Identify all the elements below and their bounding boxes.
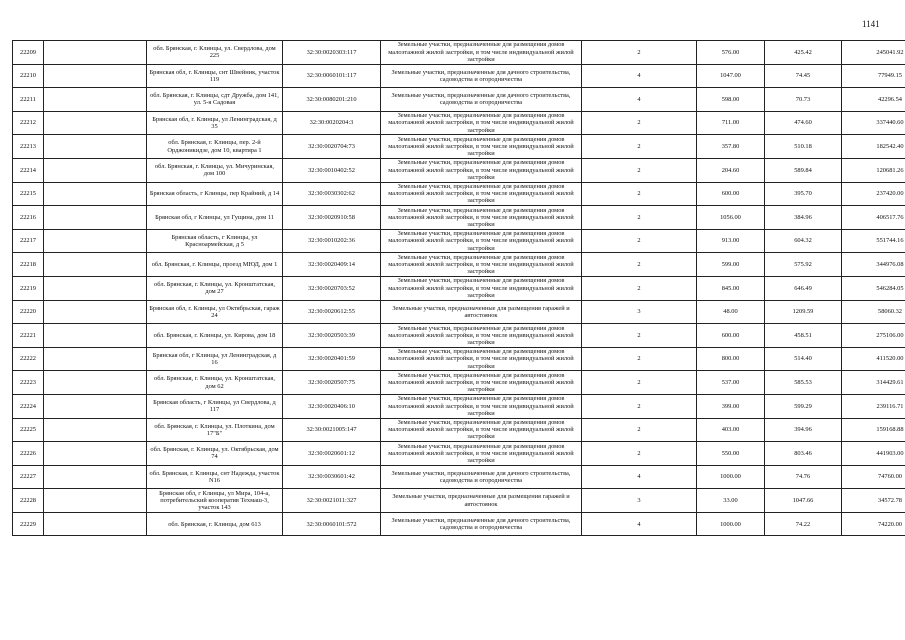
cadastral-number-cell: 32:30:0020704:73 <box>283 135 381 159</box>
address-cell: обл. Брянская, г. Клинцы, ул. Мичуринская, дом 100 <box>147 158 283 182</box>
cadastral-number-cell: 32:30:0020204:3 <box>283 111 381 135</box>
land-use-cell: Земельные участки, предназначенные для дачного строительства, садоводства и огородничества <box>381 64 582 88</box>
address-cell: обл. Брянская, г. Клинцы, ул. Свердлова, дом 225 <box>147 41 283 65</box>
area-cell: 537.00 <box>697 371 765 395</box>
row-number: 22224 <box>13 394 44 418</box>
group-cell: 3 <box>582 300 697 324</box>
group-cell: 2 <box>582 418 697 442</box>
table-row <box>13 135 905 159</box>
cadastral-number-cell: 32:30:0010402:52 <box>283 158 381 182</box>
blank-cell <box>44 229 147 253</box>
row-number: 22213 <box>13 135 44 159</box>
row-number: 22225 <box>13 418 44 442</box>
land-use-cell: Земельные участки, предназначенные для размещения домов малоэтажной жилой застройки, в том числе индивидуальной жилой застройки <box>381 371 582 395</box>
address-cell: Брянская обл, г. Клинцы, ул Октябрьская, гараж 24 <box>147 300 283 324</box>
unit-value-cell: 1209.59 <box>765 300 842 324</box>
area-cell: 576.00 <box>697 41 765 65</box>
cadastral-number-cell: 32:30:0020910:58 <box>283 206 381 230</box>
land-use-cell: Земельные участки, предназначенные для размещения домов малоэтажной жилой застройки, в том числе индивидуальной жилой застройки <box>381 418 582 442</box>
cadastral-value-cell: 120681.26 <box>842 158 905 182</box>
unit-value-cell: 384.96 <box>765 206 842 230</box>
blank-cell <box>44 182 147 206</box>
cadastral-number-cell: 32:30:0020507:75 <box>283 371 381 395</box>
table-row <box>13 276 905 300</box>
unit-value-cell: 1047.66 <box>765 489 842 513</box>
cadastral-value-cell: 551744.16 <box>842 229 905 253</box>
cadastral-value-cell: 42296.54 <box>842 88 905 112</box>
blank-cell <box>44 300 147 324</box>
unit-value-cell: 74.76 <box>765 465 842 489</box>
blank-cell <box>44 512 147 536</box>
group-cell: 2 <box>582 324 697 348</box>
address-cell: Брянская обл, г Клинцы, ул Гущина, дом 11 <box>147 206 283 230</box>
area-cell: 800.00 <box>697 347 765 371</box>
area-cell: 399.00 <box>697 394 765 418</box>
land-use-cell: Земельные участки, предназначенные для размещения гаражей и автостоянок <box>381 300 582 324</box>
group-cell: 4 <box>582 512 697 536</box>
address-cell: Брянская область, г Клинцы, ул Свердлова, д 117 <box>147 394 283 418</box>
row-number: 22217 <box>13 229 44 253</box>
unit-value-cell: 458.51 <box>765 324 842 348</box>
cadastral-value-cell: 337440.60 <box>842 111 905 135</box>
area-cell: 1000.00 <box>697 512 765 536</box>
table-row <box>13 41 905 65</box>
area-cell: 599.00 <box>697 253 765 277</box>
cadastral-number-cell: 32:30:0021005:147 <box>283 418 381 442</box>
table-row <box>13 371 905 395</box>
row-number: 22228 <box>13 489 44 513</box>
cadastral-value-cell: 34572.78 <box>842 489 905 513</box>
area-cell: 550.00 <box>697 442 765 466</box>
address-cell: Брянская область, г Клинцы, пер Крайний, д 14 <box>147 182 283 206</box>
unit-value-cell: 474.60 <box>765 111 842 135</box>
cadastral-value-cell: 237420.00 <box>842 182 905 206</box>
page-number: 1141 <box>862 19 880 29</box>
group-cell: 2 <box>582 158 697 182</box>
cadastral-value-cell: 58060.32 <box>842 300 905 324</box>
land-use-cell: Земельные участки, предназначенные для размещения домов малоэтажной жилой застройки, в том числе индивидуальной жилой застройки <box>381 394 582 418</box>
cadastral-number-cell: 32:30:0020703:52 <box>283 276 381 300</box>
cadastral-value-cell: 159168.88 <box>842 418 905 442</box>
area-cell: 48.00 <box>697 300 765 324</box>
address-cell: обл. Брянская, г. Клинцы, сдт Дружба, дом 141, ул. 5-я Садовая <box>147 88 283 112</box>
address-cell: Брянская обл, г. Клинцы, снт Швейник, участок 119 <box>147 64 283 88</box>
address-cell: обл. Брянская, г. Клинцы, снт Надежда, участок N16 <box>147 465 283 489</box>
blank-cell <box>44 158 147 182</box>
table-row <box>13 512 905 536</box>
table-row <box>13 206 905 230</box>
group-cell: 2 <box>582 111 697 135</box>
table-row <box>13 158 905 182</box>
unit-value-cell: 74.45 <box>765 64 842 88</box>
area-cell: 1056.00 <box>697 206 765 230</box>
unit-value-cell: 394.96 <box>765 418 842 442</box>
table-row <box>13 442 905 466</box>
group-cell: 2 <box>582 135 697 159</box>
land-use-cell: Земельные участки, предназначенные для размещения домов малоэтажной жилой застройки, в том числе индивидуальной жилой застройки <box>381 442 582 466</box>
cadastral-value-cell: 182542.40 <box>842 135 905 159</box>
cadastral-value-cell: 239116.71 <box>842 394 905 418</box>
cadastral-number-cell: 32:30:0080201:210 <box>283 88 381 112</box>
address-cell: обл. Брянская, г. Клинцы, ул. Кронштатская, дом 62 <box>147 371 283 395</box>
table-row <box>13 88 905 112</box>
area-cell: 913.00 <box>697 229 765 253</box>
unit-value-cell: 589.84 <box>765 158 842 182</box>
blank-cell <box>44 206 147 230</box>
land-use-cell: Земельные участки, предназначенные для размещения домов малоэтажной жилой застройки, в том числе индивидуальной жилой застройки <box>381 253 582 277</box>
row-number: 22215 <box>13 182 44 206</box>
area-cell: 598.00 <box>697 88 765 112</box>
address-cell: обл. Брянская, г. Клинцы, ул. Плоткина, дом 17"Б" <box>147 418 283 442</box>
cadastral-value-cell: 77949.15 <box>842 64 905 88</box>
address-cell: обл. Брянская, г. Клинцы, ул. Кронштатская, дом 27 <box>147 276 283 300</box>
blank-cell <box>44 64 147 88</box>
address-cell: обл. Брянская, г. Клинцы, пер. 2-й Орджоникидзе, дом 10, квартира 1 <box>147 135 283 159</box>
row-number: 22223 <box>13 371 44 395</box>
land-use-cell: Земельные участки, предназначенные для размещения домов малоэтажной жилой застройки, в том числе индивидуальной жилой застройки <box>381 158 582 182</box>
blank-cell <box>44 465 147 489</box>
land-use-cell: Земельные участки, предназначенные для размещения домов малоэтажной жилой застройки, в том числе индивидуальной жилой застройки <box>381 276 582 300</box>
cadastral-number-cell: 32:30:0060101:572 <box>283 512 381 536</box>
cadastral-number-cell: 32:30:0060101:117 <box>283 64 381 88</box>
unit-value-cell: 599.29 <box>765 394 842 418</box>
row-number: 22211 <box>13 88 44 112</box>
table-row <box>13 465 905 489</box>
cadastral-number-cell: 32:30:0020401:59 <box>283 347 381 371</box>
blank-cell <box>44 394 147 418</box>
land-use-cell: Земельные участки, предназначенные для размещения домов малоэтажной жилой застройки, в том числе индивидуальной жилой застройки <box>381 182 582 206</box>
row-number: 22226 <box>13 442 44 466</box>
cadastral-number-cell: 32:30:0030601:42 <box>283 465 381 489</box>
land-use-cell: Земельные участки, предназначенные для дачного строительства, садоводства и огородничества <box>381 512 582 536</box>
row-number: 22222 <box>13 347 44 371</box>
land-use-cell: Земельные участки, предназначенные для дачного строительства, садоводства и огородничества <box>381 88 582 112</box>
address-cell: обл. Брянская, г. Клинцы, ул. Кирова, дом 18 <box>147 324 283 348</box>
group-cell: 2 <box>582 394 697 418</box>
blank-cell <box>44 442 147 466</box>
address-cell: Брянская область, г Клинцы, ул Красноармейская, д 5 <box>147 229 283 253</box>
area-cell: 1000.00 <box>697 465 765 489</box>
blank-cell <box>44 371 147 395</box>
group-cell: 2 <box>582 206 697 230</box>
table-row <box>13 347 905 371</box>
land-use-cell: Земельные участки, предназначенные для размещения домов малоэтажной жилой застройки, в том числе индивидуальной жилой застройки <box>381 41 582 65</box>
table-row <box>13 489 905 513</box>
cadastral-number-cell: 32:30:0020406:10 <box>283 394 381 418</box>
group-cell: 3 <box>582 489 697 513</box>
cadastral-value-cell: 245041.92 <box>842 41 905 65</box>
row-number: 22216 <box>13 206 44 230</box>
cadastral-value-cell: 275106.00 <box>842 324 905 348</box>
cadastral-value-cell: 314429.61 <box>842 371 905 395</box>
unit-value-cell: 575.92 <box>765 253 842 277</box>
land-use-cell: Земельные участки, предназначенные для размещения домов малоэтажной жилой застройки, в том числе индивидуальной жилой застройки <box>381 347 582 371</box>
table-row <box>13 324 905 348</box>
blank-cell <box>44 253 147 277</box>
unit-value-cell: 514.40 <box>765 347 842 371</box>
group-cell: 4 <box>582 465 697 489</box>
address-cell: обл. Брянская, г. Клинцы, дом 613 <box>147 512 283 536</box>
group-cell: 2 <box>582 182 697 206</box>
address-cell: Брянская обл, г Клинцы, ул Мира, 104-а, потребительский кооператив Техмаш-3, участок 143 <box>147 489 283 513</box>
row-number: 22218 <box>13 253 44 277</box>
blank-cell <box>44 88 147 112</box>
blank-cell <box>44 111 147 135</box>
blank-cell <box>44 276 147 300</box>
area-cell: 845.00 <box>697 276 765 300</box>
cadastral-number-cell: 32:30:0020601:12 <box>283 442 381 466</box>
group-cell: 2 <box>582 347 697 371</box>
unit-value-cell: 510.18 <box>765 135 842 159</box>
blank-cell <box>44 347 147 371</box>
unit-value-cell: 74.22 <box>765 512 842 536</box>
cadastral-value-cell: 74760.00 <box>842 465 905 489</box>
blank-cell <box>44 135 147 159</box>
group-cell: 2 <box>582 371 697 395</box>
group-cell: 2 <box>582 229 697 253</box>
cadastral-value-cell: 344976.08 <box>842 253 905 277</box>
cadastral-number-cell: 32:30:0020303:117 <box>283 41 381 65</box>
row-number: 22220 <box>13 300 44 324</box>
group-cell: 4 <box>582 88 697 112</box>
table-row <box>13 300 905 324</box>
group-cell: 2 <box>582 276 697 300</box>
area-cell: 1047.00 <box>697 64 765 88</box>
group-cell: 2 <box>582 442 697 466</box>
land-use-cell: Земельные участки, предназначенные для размещения домов малоэтажной жилой застройки, в том числе индивидуальной жилой застройки <box>381 135 582 159</box>
group-cell: 4 <box>582 64 697 88</box>
blank-cell <box>44 489 147 513</box>
cadastral-number-cell: 32:30:0030302:62 <box>283 182 381 206</box>
table-row <box>13 229 905 253</box>
cadastral-value-cell: 74220.00 <box>842 512 905 536</box>
blank-cell <box>44 324 147 348</box>
land-use-cell: Земельные участки, предназначенные для размещения гаражей и автостоянок <box>381 489 582 513</box>
table-row <box>13 64 905 88</box>
cadastral-value-cell: 411520.00 <box>842 347 905 371</box>
land-use-cell: Земельные участки, предназначенные для размещения домов малоэтажной жилой застройки, в том числе индивидуальной жилой застройки <box>381 206 582 230</box>
row-number: 22229 <box>13 512 44 536</box>
address-cell: Брянская обл, г. Клинцы, ул Ленинградская, д 35 <box>147 111 283 135</box>
area-cell: 711.00 <box>697 111 765 135</box>
row-number: 22212 <box>13 111 44 135</box>
unit-value-cell: 646.49 <box>765 276 842 300</box>
cadastral-value-cell: 441903.00 <box>842 442 905 466</box>
blank-cell <box>44 41 147 65</box>
cadastral-value-cell: 406517.76 <box>842 206 905 230</box>
row-number: 22221 <box>13 324 44 348</box>
area-cell: 600.00 <box>697 182 765 206</box>
unit-value-cell: 70.73 <box>765 88 842 112</box>
group-cell: 2 <box>582 253 697 277</box>
row-number: 22219 <box>13 276 44 300</box>
address-cell: Брянская обл, г Клинцы, ул Ленинградская, д 16 <box>147 347 283 371</box>
cadastral-number-cell: 32:30:0020612:55 <box>283 300 381 324</box>
row-number: 22227 <box>13 465 44 489</box>
land-registry-table <box>12 40 905 536</box>
land-use-cell: Земельные участки, предназначенные для размещения домов малоэтажной жилой застройки, в том числе индивидуальной жилой застройки <box>381 111 582 135</box>
cadastral-number-cell: 32:30:0020409:14 <box>283 253 381 277</box>
unit-value-cell: 803.46 <box>765 442 842 466</box>
cadastral-number-cell: 32:30:0020503:39 <box>283 324 381 348</box>
cadastral-value-cell: 546284.05 <box>842 276 905 300</box>
row-number: 22210 <box>13 64 44 88</box>
address-cell: обл. Брянская, г. Клинцы, проезд МЮД, дом 1 <box>147 253 283 277</box>
table-body <box>13 41 905 536</box>
unit-value-cell: 395.70 <box>765 182 842 206</box>
blank-cell <box>44 418 147 442</box>
area-cell: 600.00 <box>697 324 765 348</box>
area-cell: 357.80 <box>697 135 765 159</box>
unit-value-cell: 585.53 <box>765 371 842 395</box>
table-row <box>13 111 905 135</box>
area-cell: 204.60 <box>697 158 765 182</box>
address-cell: обл. Брянская, г. Клинцы, ул. Октябрьская, дом 74 <box>147 442 283 466</box>
cadastral-number-cell: 32:30:0010202:36 <box>283 229 381 253</box>
unit-value-cell: 604.32 <box>765 229 842 253</box>
land-use-cell: Земельные участки, предназначенные для дачного строительства, садоводства и огородничества <box>381 465 582 489</box>
table-row <box>13 418 905 442</box>
unit-value-cell: 425.42 <box>765 41 842 65</box>
table-row <box>13 182 905 206</box>
area-cell: 33.00 <box>697 489 765 513</box>
group-cell: 2 <box>582 41 697 65</box>
area-cell: 403.00 <box>697 418 765 442</box>
row-number: 22209 <box>13 41 44 65</box>
cadastral-number-cell: 32:30:0021011:327 <box>283 489 381 513</box>
table-row <box>13 253 905 277</box>
row-number: 22214 <box>13 158 44 182</box>
land-use-cell: Земельные участки, предназначенные для размещения домов малоэтажной жилой застройки, в том числе индивидуальной жилой застройки <box>381 229 582 253</box>
table-row <box>13 394 905 418</box>
land-use-cell: Земельные участки, предназначенные для размещения домов малоэтажной жилой застройки, в том числе индивидуальной жилой застройки <box>381 324 582 348</box>
